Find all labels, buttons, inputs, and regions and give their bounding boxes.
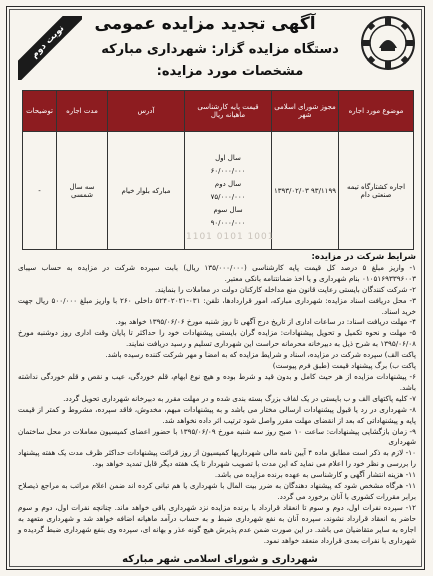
condition-line: ۲- شرکت کنندگان بایستی رعایت قانون منع مداخله کارکنان دولت در معاملات را بنمایند. xyxy=(155,284,416,294)
price-year1-value: ۶۰/۰۰۰/۰۰۰ xyxy=(210,166,246,175)
condition-line: ۴- مهلت دریافت اسناد: در ساعات اداری از تاریخ درج آگهی تا روز شنبه مورخ ۱۳۹۵/۰۶/۰۶ خواهد بود. xyxy=(115,317,416,327)
condition-line: ۳- محل دریافت اسناد مزایده: شهرداری مبارکه، امور قراردادها، تلفن: ۰۳۱-۵۲۴۰۲۰۲۱ داخلی ۲۶۰ با واریز مبلغ ۵۰۰/۰۰۰ ریال جهت خرید اسناد. xyxy=(18,295,416,316)
specs-heading: مشخصات مورد مزایده: xyxy=(156,64,304,79)
header-address: آدرس xyxy=(108,91,185,132)
header-notes: توضیحات xyxy=(23,91,57,132)
header-subject: موضوع مورد اجاره xyxy=(339,91,414,132)
cell-permit: ۹۳/۱۱۹۹ ۱۳۹۳/۰۲/۰۳ xyxy=(272,132,339,250)
cell-duration: سه سال شمسی xyxy=(57,132,108,250)
condition-line: ۱۱- هرگاه مشخص شود که پیشنهاد دهندگان به ضرر بیت المال با شهرداری یا هم تبانی کرده اند ضمن اعلام مراتب به مراجع ذیصلاح برابر مقررات کشوری با آنان برخورد می گردد. xyxy=(18,481,416,501)
condition-line: ۱۲- سپرده نفرات اول، دوم و سوم تا انعقاد قرارداد با برنده مزایده نزد شهرداری باقی خواهد ماند. چنانچه نفرات اول، دوم و سوم حاضر به انعقاد قرارداد نشوند، سپرده آنان به نفع شهرداری ضبط و به حساب درآمد ماهیانه اضافه خواهد شد و شهرداری متعهد به اجاره به سایر متقاضیان می باشد. در این صورت ضمن عدم پذیرش هیچ گونه عذر و بهانه ای، سپرده وی بنفع شهرداری ضبط گردیده و شهرداری با نفرات بعدی قرارداد منعقد خواهد نمود. xyxy=(18,502,416,545)
notice-title: آگهی تجدید مزایده عمومی xyxy=(94,14,316,34)
watermark: 1101 0101 1001 xyxy=(186,232,275,242)
table-header-row xyxy=(23,91,414,132)
conditions-heading: شرایط شرکت در مزایده: xyxy=(311,252,416,262)
condition-line: ۹- زمان بازگشایی پیشنهادات: ساعت ۱۰ صبح روز سه شنبه مورخ ۱۳۹۵/۰۶/۰۹ با حضور اعضای کمیسیون معاملات در محل ساختمان شهرداری xyxy=(18,426,416,447)
condition-line: ۶- پیشنهادات مزایده از هر حیث کامل و بدون قید و شرط بوده و هیچ نوع ابهام، قلم خوردگی، عیب و نقص و قلم خوردگی نداشته باشد. xyxy=(18,371,416,392)
condition-line: پاکت ب) برگ پیشنهاد قیمت (طبق فرم پیوست) xyxy=(272,361,416,371)
ribbon-label: نوبت دوم xyxy=(18,16,82,80)
header-price: قیمت پایه کارشناسی ماهیانه ریال xyxy=(185,91,272,132)
condition-line: ۷- کلیه پاکتهای الف و ب بایستی در یک لفاف بزرگ بسته بندی شده و در مهلت مقرر به دبیرخانه شهرداری تحویل گردد. xyxy=(63,393,416,403)
cell-notes: - xyxy=(23,132,57,250)
header-duration: مدت اجاره xyxy=(57,91,108,132)
footer-signature: شهرداری و شورای اسلامی شهر مبارکه xyxy=(122,554,318,565)
condition-line: ۸- شهرداری در رد یا قبول پیشنهادات ارسالی مختار می باشد و به پیشنهادات مبهم، مخدوش، فاقد سپرده، مشروط و کمتر از قیمت پایه و پیشنهاداتی که بعد از انقضای مهلت مقرر واصل شود ترتیب اثر داده نخواهد شد. xyxy=(18,404,416,425)
cell-address: مبارکه بلوار خیام xyxy=(108,132,185,250)
price-year3-label: سال سوم xyxy=(213,205,243,214)
condition-line: پاکت الف) سپرده شرکت در مزایده، اسناد و شرایط مزایده که به امضا و مهر شرکت کننده رسیده باشد. xyxy=(105,350,416,360)
cell-subject: اجاره کشتارگاه تیمه صنعتی دام xyxy=(339,132,414,250)
auction-specs-table xyxy=(22,90,414,250)
header-permit: مجوز شورای اسلامی شهر xyxy=(272,91,339,132)
condition-line: ۵- مهلت و نحوه تکمیل و تحویل پیشنهادات: مزایده گران بایستی پیشنهادات خود را حداکثر تا پایان وقت اداری روز دوشنبه مورخ ۱۳۹۵/۰۶/۰۸ به شرح ذیل به دبیرخانه محرمانه حراست این شهرداری تسلیم و رسید دریافت نمایند. xyxy=(18,328,416,349)
price-year3-value: ۹۰/۰۰۰/۰۰۰ xyxy=(210,218,246,227)
organizer-line: دستگاه مزایده گزار: شهرداری مبارکه xyxy=(101,42,339,57)
conditions-body xyxy=(18,252,416,552)
condition-line: ۱۰- لازم به ذکر است مطابق ماده ۴ آیین نامه مالی شهرداریها کمیسیون از روز قرائت پیشنهادات حداکثر ظرف مدت یک هفته پیشنهاد را بررسی و نظر خود را اعلام می نماید که این مدت با تصویب شهردار تا یک هفته دیگر قابل تمدید خواهد بود. xyxy=(18,448,417,469)
municipality-logo-icon xyxy=(359,14,417,72)
price-year2-value: ۷۵/۰۰۰/۰۰۰ xyxy=(210,192,246,201)
condition-line: ۱- واریز مبلغ ۵ درصد کل قیمت پایه کارشناسی (۱۳۵/۰۰۰/۰۰۰ ریال) بابت سپرده شرکت در مزایده به حساب سیبای ۰۱۰۵۱۶۹۳۳۹۶۰۰۳ بنام شهرداری و یا اخذ ضمانتنامه بانکی معتبر. xyxy=(18,262,416,283)
condition-line: ۱۱- هزینه انتشار آگهی و کارشناسی به عهده برنده مزایده می باشد. xyxy=(214,470,416,480)
price-year1-label: سال اول xyxy=(215,153,241,162)
price-year2-label: سال دوم xyxy=(214,179,242,188)
corner-ribbon xyxy=(18,16,82,80)
